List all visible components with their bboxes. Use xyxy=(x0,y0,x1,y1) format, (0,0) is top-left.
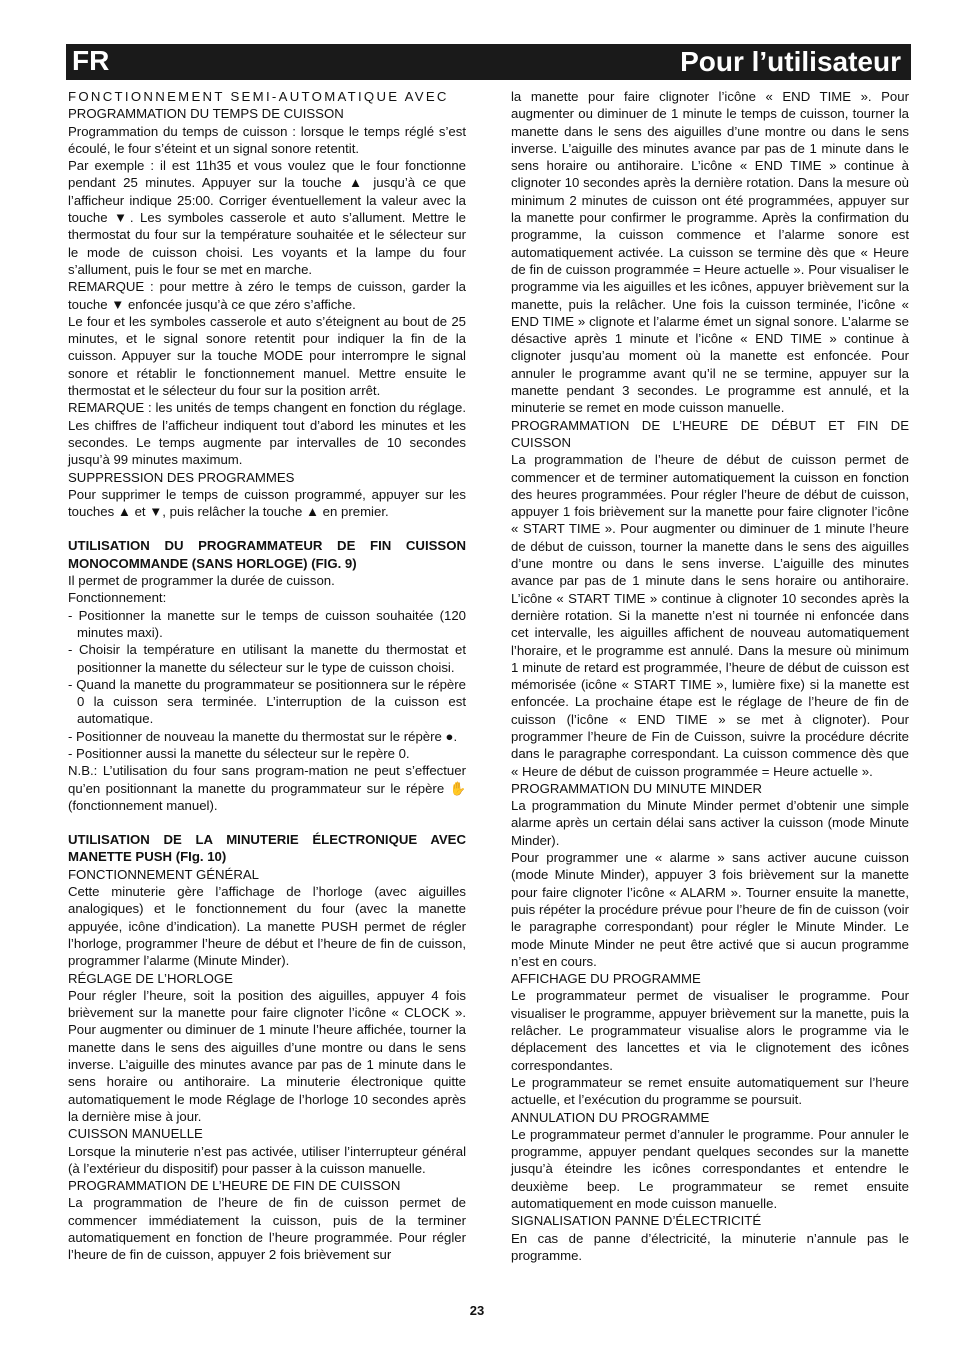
paragraph: La programmation de l’heure de début de cuisson permet de commencer et de terminer automatiquement la cuisson en fonction des heures programmées. Pour régler l’heure de début de cuisson, appuyer 1 fois brièvement sur la manette pour faire clignoter l’icône « START TIME ». Pour augmenter ou diminuer de 1 minute l’heure de début de cuisson, tourner la manette dans le sens des aiguilles d’une montre ou dans le sens inverse. L’aiguille des minutes avance par pas de 1 minute dans le sens horaire ou antihoraire. L’icône « START TIME » continue à clignoter 10 secondes après la dernière rotation. Si la manette n’est ni tournée ni enfoncée dans cet intervalle, les aiguilles affichent de nouveau automatiquement l’horaire, et le programme est annulé. Dans la mesure où minimum 1 minute de retard est programmée, l’heure de début de cuisson est mémorisée (icône « START TIME », lumière fixe) si la manette est enfoncée. La prochaine étape est le réglage de l’heure de fin de cuisson (l’icône « END TIME » se met à clignoter). Pour programmer l’heure de Fin de Cuisson, suivre la procédure décrite dans le paragraphe correspondant. La cuisson commence dès que « Heure de début de cuisson programmée = Heure actuelle ». xyxy=(511,452,909,779)
paragraph: - Positionner de nouveau la manette du thermostat sur le répère ●. xyxy=(68,728,458,744)
paragraph: UTILISATION DE LA MINUTERIE ÉLECTRONIQUE AVEC MANETTE PUSH (FIg. 10) xyxy=(68,832,466,865)
page-header xyxy=(66,44,911,80)
left-column xyxy=(68,88,466,1264)
paragraph: Programmation du temps de cuisson : lorsque le temps réglé s’est écoulé, le four s’éteint et un signal sonore retentit. xyxy=(68,123,466,156)
paragraph: REMARQUE : pour mettre à zéro le temps de cuisson, garder la touche ▼ enfoncée jusqu’à ce que zéro s’affiche. xyxy=(68,279,466,312)
page-title: Pour l’utilisateur xyxy=(680,46,901,77)
paragraph: FONCTIONNEMENT SEMI-AUTOMATIQUE AVEC xyxy=(68,89,449,104)
paragraph: - Positionner la manette sur le temps de cuisson souhaitée (120 minutes maxi). xyxy=(68,607,466,640)
paragraph: SUPPRESSION DES PROGRAMMES xyxy=(68,469,295,485)
paragraph: FONCTIONNEMENT GÉNÉRAL xyxy=(68,866,259,882)
paragraph: PROGRAMMATION DE L’HEURE DE FIN DE CUISSON xyxy=(68,1178,401,1194)
paragraph: ANNULATION DU PROGRAMME xyxy=(511,1109,710,1125)
paragraph: Le four et les symboles casserole et auto s’éteignent au bout de 25 minutes, et le signal sonore retentit pour indiquer la fin de la cuisson. Appuyer sur la touche MODE pour interrompre le signal sonore et rétablir le fonctionnement manuel. Mettre ensuite le thermostat et le sélecteur du four sur la position arrêt. xyxy=(68,313,466,399)
paragraph: CUISSON MANUELLE xyxy=(68,1126,203,1142)
paragraph: La programmation de l’heure de fin de cuisson permet de commencer immédiatement la cuisson, puis de la terminer automatiquement en fonction de l’heure programmée. Pour régler l’heure de fin de cuisson, appuyer 2 fois brièvement sur xyxy=(68,1195,466,1263)
paragraph: Lorsque la minuterie n’est pas activée, utiliser l’interrupteur général (à l’extérieur du dispositif) pour passer à la cuisson manuelle. xyxy=(68,1143,466,1176)
page-number: 23 xyxy=(469,1303,485,1318)
paragraph: Pour programmer une « alarme » sans activer aucune cuisson (mode Minute Minder), appuyer 3 fois brièvement sur la manette pour faire clignoter l’icône « ALARM ». Tourner ensuite la manette, puis répéter la procédure prévue pour l’heure de fin de cuisson (voir le paragraphe correspondant) pour régler le Minute Minder. Le mode Minute Minder ne peut être activé que si aucun programme n’est en cours. xyxy=(511,850,909,969)
paragraph: REMARQUE : les unités de temps changent en fonction du réglage. Les chiffres de l’afficheur indiquent tout d’abord les minutes et les secondes. Le temps augmente par intervalles de 10 secondes jusqu’à 99 minutes maximum. xyxy=(68,400,466,468)
paragraph: Par exemple : il est 11h35 et vous voulez que le four fonctionne pendant 25 minutes. Appuyer sur la touche ▲ jusqu’à ce que l’afficheur indique 25:00. Corriger éventuellement la valeur avec la touche ▼. Les symboles casserole et auto s’allument. Mettre le thermostat du four sur la température souhaitée et le sélecteur sur le mode de cuisson choisi. Les voyants et la lampe du four s’allument, puis le four se met en marche. xyxy=(68,158,466,277)
paragraph: RÉGLAGE DE L’HORLOGE xyxy=(68,970,233,986)
paragraph: Pour régler l’heure, soit la position des aiguilles, appuyer 4 fois brièvement sur la manette pour faire clignoter l’icône « CLOCK ». Pour augmenter ou diminuer de 1 minute l’heure affichée, tourner la manette dans le sens des aiguilles d’une montre ou dans le sens inverse. L’aiguille des minutes avance par pas de 1 minute dans le sens horaire ou antihoraire. La minuterie électronique quitte automatiquement le mode Réglage de l’horloge 10 secondes après la dernière mise à jour. xyxy=(68,987,466,1124)
paragraph xyxy=(68,814,466,831)
paragraph: SIGNALISATION PANNE D’ÉLECTRICITÉ xyxy=(511,1213,762,1229)
paragraph: Il permet de programmer la durée de cuisson. xyxy=(68,573,335,589)
paragraph: la manette pour faire clignoter l’icône « END TIME ». Pour augmenter ou diminuer de 1 minute le temps de cuisson, tourner la manette dans le sens des aiguilles d’une montre ou dans le sens inverse. L’aiguille des minutes avance par pas de 1 minute dans le sens horaire ou antihoraire. L’icône « END TIME » continue à clignoter 10 secondes après la dernière rotation. Dans la mesure où minimum 2 minutes de cuisson ont été programmées, appuyer sur la manette pour confirmer le programme. Après la confirmation du programme, la cuisson commence et l’alarme sonore est automatiquement activée. La cuisson se termine dès que « Heure de fin de cuisson programmée = Heure actuelle ». Pour visualiser le programme via les aiguilles et les icônes, appuyer brièvement sur la manette, puis la relâcher. Une fois la cuisson terminée, l’icône « END TIME » clignote et l’alarme émet un signal sonore. L’alarme se désactive après 1 minute et l’icône « END TIME » continue à clignoter jusqu’au moment où la manette est enfoncée. Pour annuler le programme avant qu’il ne se termine, appuyer sur la manette pendant 3 secondes. Le programme est annulé, et la minuterie se remet en mode cuisson manuelle. xyxy=(511,89,909,416)
paragraph: Le programmateur permet de visualiser le programme. Pour visualiser le programme, appuyer brièvement sur la manette, puis la relâcher. Le programmateur visualise alors le programme via le déplacement des lancettes et via le clignotement des icônes correspondantes. xyxy=(511,988,909,1073)
paragraph: PROGRAMMATION DU MINUTE MINDER xyxy=(511,780,763,796)
paragraph: Cette minuterie gère l’affichage de l’horloge (avec aiguilles analogiques) et le fonctionnement du four (avec la manette appuyée, icône d’indication). La manette PUSH permet de régler l’horloge, programmer l’heure de début et l’heure de fin de cuisson, programmer l’alarme (Minute Minder). xyxy=(68,884,466,969)
paragraph: - Quand la manette du programmateur se positionnera sur le répère 0 la cuisson sera terminée. L’interruption de la cuisson est automatique. xyxy=(68,676,466,727)
paragraph xyxy=(68,520,466,537)
right-column xyxy=(511,88,909,1264)
paragraph: UTILISATION DU PROGRAMMATEUR DE FIN CUISSON MONOCOMMANDE (SANS HORLOGE) (FIG. 9) xyxy=(68,538,466,571)
paragraph: La programmation du Minute Minder permet d’obtenir une simple alarme après un certain délai sans activer la cuisson (mode Minute Minder). xyxy=(511,798,909,848)
paragraph: - Positionner aussi la manette du sélecteur sur le repère 0. xyxy=(68,745,410,761)
paragraph: N.B.: L’utilisation du four sans program-mation ne peut s’effectuer qu’en positionnant la manette du programmateur sur le répère ✋ (fonctionnement manuel). xyxy=(68,763,466,813)
paragraph: PROGRAMMATION DU TEMPS DE CUISSON xyxy=(68,106,344,122)
paragraph: AFFICHAGE DU PROGRAMME xyxy=(511,971,701,987)
paragraph: Fonctionnement: xyxy=(68,590,167,606)
paragraph: Pour supprimer le temps de cuisson programmé, appuyer sur les touches ▲ et ▼, puis relâcher la touche ▲ en premier. xyxy=(68,486,466,520)
paragraph: Le programmateur se remet ensuite automatiquement sur l’heure actuelle, et l’exécution du programme se poursuit. xyxy=(511,1074,909,1108)
paragraph: - Choisir la température en utilisant la manette du thermostat et positionner la manette du sélecteur sur le type de cuisson choisi. xyxy=(68,642,466,675)
language-code: FR xyxy=(72,45,110,76)
paragraph: En cas de panne d’électricité, la minuterie n’annule pas le programme. xyxy=(511,1230,909,1263)
paragraph: PROGRAMMATION DE L’HEURE DE DÉBUT ET FIN DE CUISSON xyxy=(511,417,909,450)
paragraph: Le programmateur permet d’annuler le programme. Pour annuler le programme, appuyer pendant quelques secondes sur la manette jusqu’à éteindre les icônes correspondantes et entendre le deuxième beep. Le programmateur se remet ensuite automatiquement en mode cuisson manuelle. xyxy=(511,1126,909,1211)
